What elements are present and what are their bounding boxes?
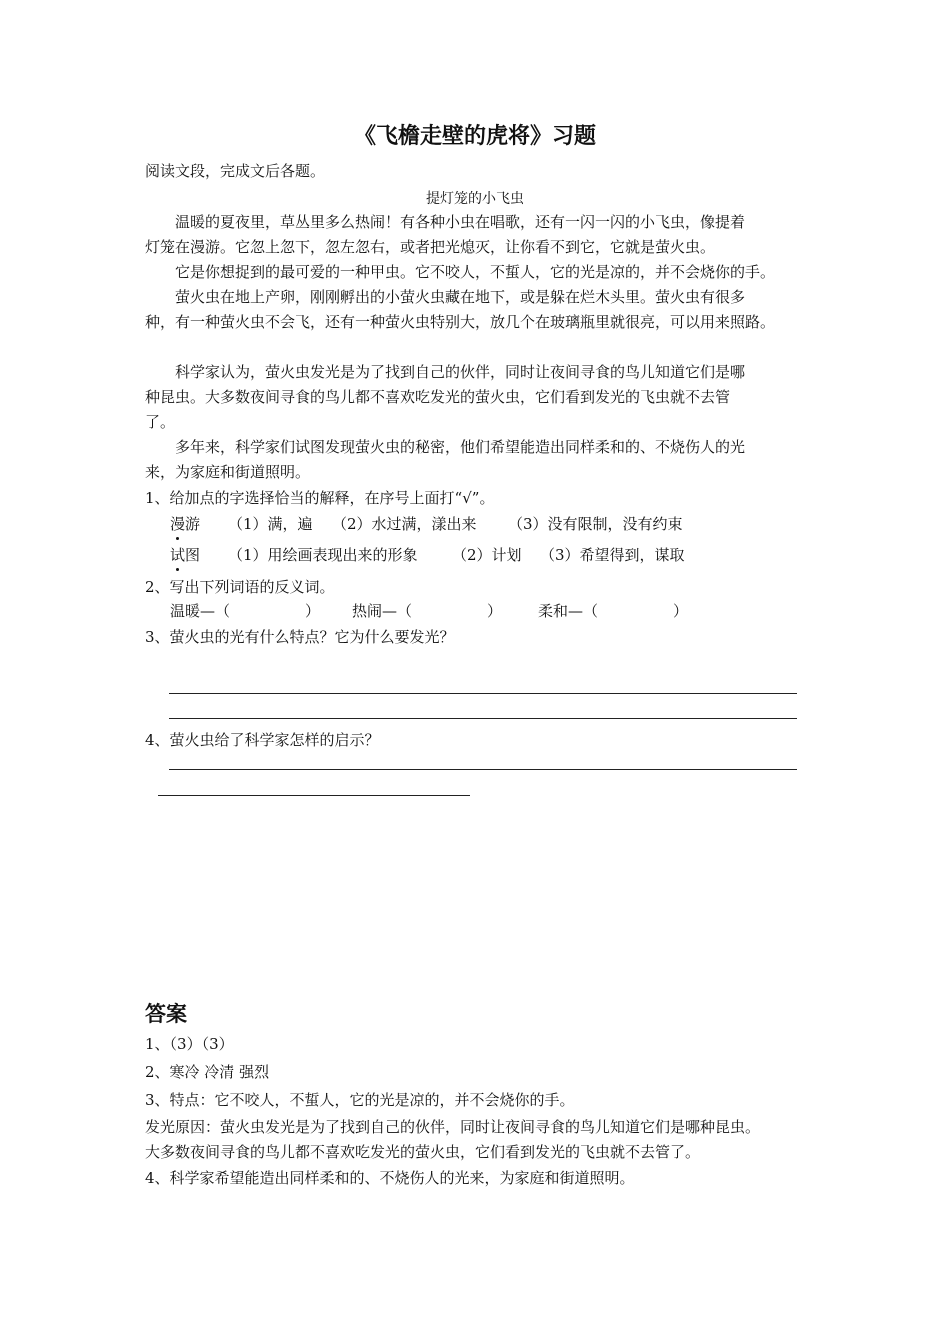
passage-title: 提灯笼的小飞虫: [426, 191, 524, 207]
passage-line: 多年来，科学家们试图发现萤火虫的秘密，他们希望能造出同样柔和的、不烧伤人的光: [175, 438, 746, 456]
q1-option[interactable]: （2）水过满，漾出来: [332, 515, 477, 533]
answer-line[interactable]: [169, 718, 797, 719]
passage-line: 它是你想捉到的最可爱的一种甲虫。它不咬人，不蜇人，它的光是凉的，并不会烧你的手。: [175, 263, 776, 281]
passage-line: 种，有一种萤火虫不会飞，还有一种萤火虫特别大，放几个在玻璃瓶里就很亮，可以用来照路。: [145, 313, 776, 331]
answer-text: 4、科学家希望能造出同样柔和的、不烧伤人的光来，为家庭和街道照明。: [145, 1169, 635, 1187]
passage-line: 温暖的夏夜里，草丛里多么热闹！有各种小虫在唱歌，还有一闪一闪的小飞虫，像提着: [175, 213, 746, 231]
q1-option[interactable]: （1）满，遍: [228, 515, 313, 533]
answer-text: 2、寒冷 冷清 强烈: [145, 1063, 270, 1081]
emphasis-dot: [176, 537, 179, 540]
passage-line: 种昆虫。大多数夜间寻食的鸟儿都不喜欢吃发光的萤火虫，它们看到发光的飞虫就不去管: [145, 388, 731, 406]
q1-word-manyou: 漫游: [170, 515, 201, 533]
passage-line: 科学家认为，萤火虫发光是为了找到自己的伙伴，同时让夜间寻食的鸟儿知道它们是哪: [175, 363, 746, 381]
answer-text: 大多数夜间寻食的鸟儿都不喜欢吃发光的萤火虫，它们看到发光的飞虫就不去管了。: [145, 1143, 701, 1161]
q1-word-shitu: 试图: [170, 546, 201, 564]
question-2-prompt: 2、写出下列词语的反义词。: [145, 578, 335, 596]
q1-option[interactable]: （2）计划: [452, 546, 522, 564]
page-title: 《飞檐走壁的虎将》习题: [353, 124, 596, 149]
emphasis-dot: [176, 568, 179, 571]
passage-line: 了。: [145, 413, 176, 431]
answer-text: 3、特点：它不咬人，不蜇人，它的光是凉的，并不会烧你的手。: [145, 1091, 575, 1109]
answer-text: 发光原因：萤火虫发光是为了找到自己的伙伴，同时让夜间寻食的鸟儿知道它们是哪种昆虫。: [145, 1118, 761, 1136]
question-3-prompt: 3、萤火虫的光有什么特点？它为什么要发光？: [145, 628, 455, 646]
antonym-blank[interactable]: 温暖—（ ）: [170, 602, 321, 620]
q1-option[interactable]: （1）用绘画表现出来的形象: [228, 546, 418, 564]
question-1-prompt: 1、给加点的字选择恰当的解释，在序号上面打“√”。: [145, 489, 495, 507]
antonym-blank[interactable]: 柔和—（ ）: [538, 602, 689, 620]
answer-line[interactable]: [169, 769, 797, 770]
instruction-text: 阅读文段，完成文后各题。: [145, 162, 326, 180]
passage-line: 灯笼在漫游。它忽上忽下，忽左忽右，或者把光熄灭，让你看不到它，它就是萤火虫。: [145, 238, 716, 256]
answer-text: 1、（3）（3）: [145, 1035, 234, 1053]
answer-line[interactable]: [169, 693, 797, 694]
question-4-prompt: 4、萤火虫给了科学家怎样的启示？: [145, 731, 380, 749]
answer-line[interactable]: [158, 795, 470, 796]
passage-line: 萤火虫在地上产卵，刚刚孵出的小萤火虫藏在地下，或是躲在烂木头里。萤火虫有很多: [175, 288, 746, 306]
answers-heading: 答案: [145, 1002, 187, 1026]
q1-option[interactable]: （3）没有限制，没有约束: [508, 515, 683, 533]
passage-line: 来，为家庭和街道照明。: [145, 463, 311, 481]
antonym-blank[interactable]: 热闹—（ ）: [352, 602, 503, 620]
q1-option[interactable]: （3）希望得到，谋取: [540, 546, 685, 564]
